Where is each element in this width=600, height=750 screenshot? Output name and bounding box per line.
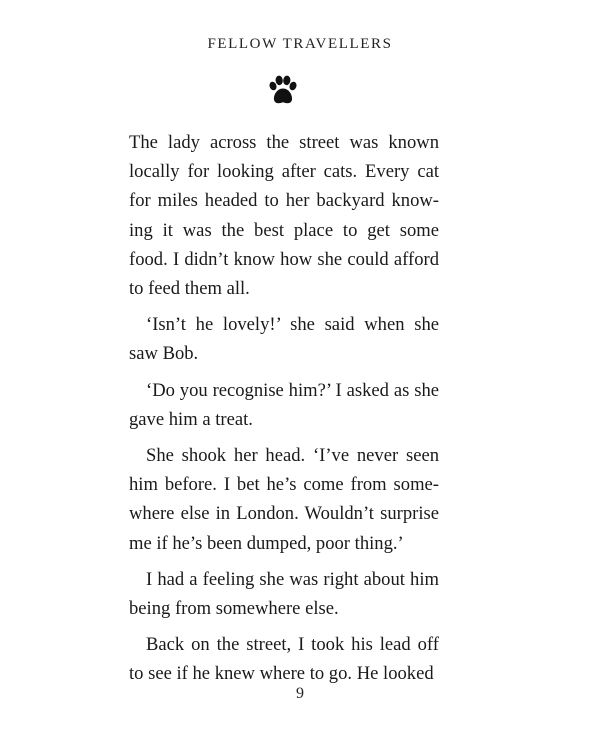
paragraph-3: ‘Do you recognise him?’ I asked as she gave him a treat. <box>129 379 439 430</box>
body-text <box>129 128 439 696</box>
page-number: 9 <box>296 685 304 702</box>
running-head: FELLOW TRAVELLERS <box>207 36 393 52</box>
paragraph-1: The lady across the street was known locally for looking after cats. Every cat for miles headed to her backyard knowing it was the best place to get some food. I didn’t know how she could afford to feed them all. <box>129 132 439 300</box>
paw-toe-2 <box>275 75 283 85</box>
paragraph-4: She shook her head. ‘I’ve never seen him before. I bet he’s come from somewhere else in London. Wouldn’t surprise me if he’s been dumped, poor thing.’ <box>129 445 439 554</box>
paragraph-5: I had a feeling she was right about him being from somewhere else. <box>129 568 439 620</box>
paragraph-6: Back on the street, I took his lead off to see if he knew where to go. He looked <box>129 634 439 685</box>
paw-toe-3 <box>283 75 291 85</box>
paw-print-icon <box>266 74 300 108</box>
paw-pad <box>274 89 292 104</box>
paragraph-2: ‘Isn’t he lovely!’ she said when she saw Bob. <box>129 314 439 365</box>
